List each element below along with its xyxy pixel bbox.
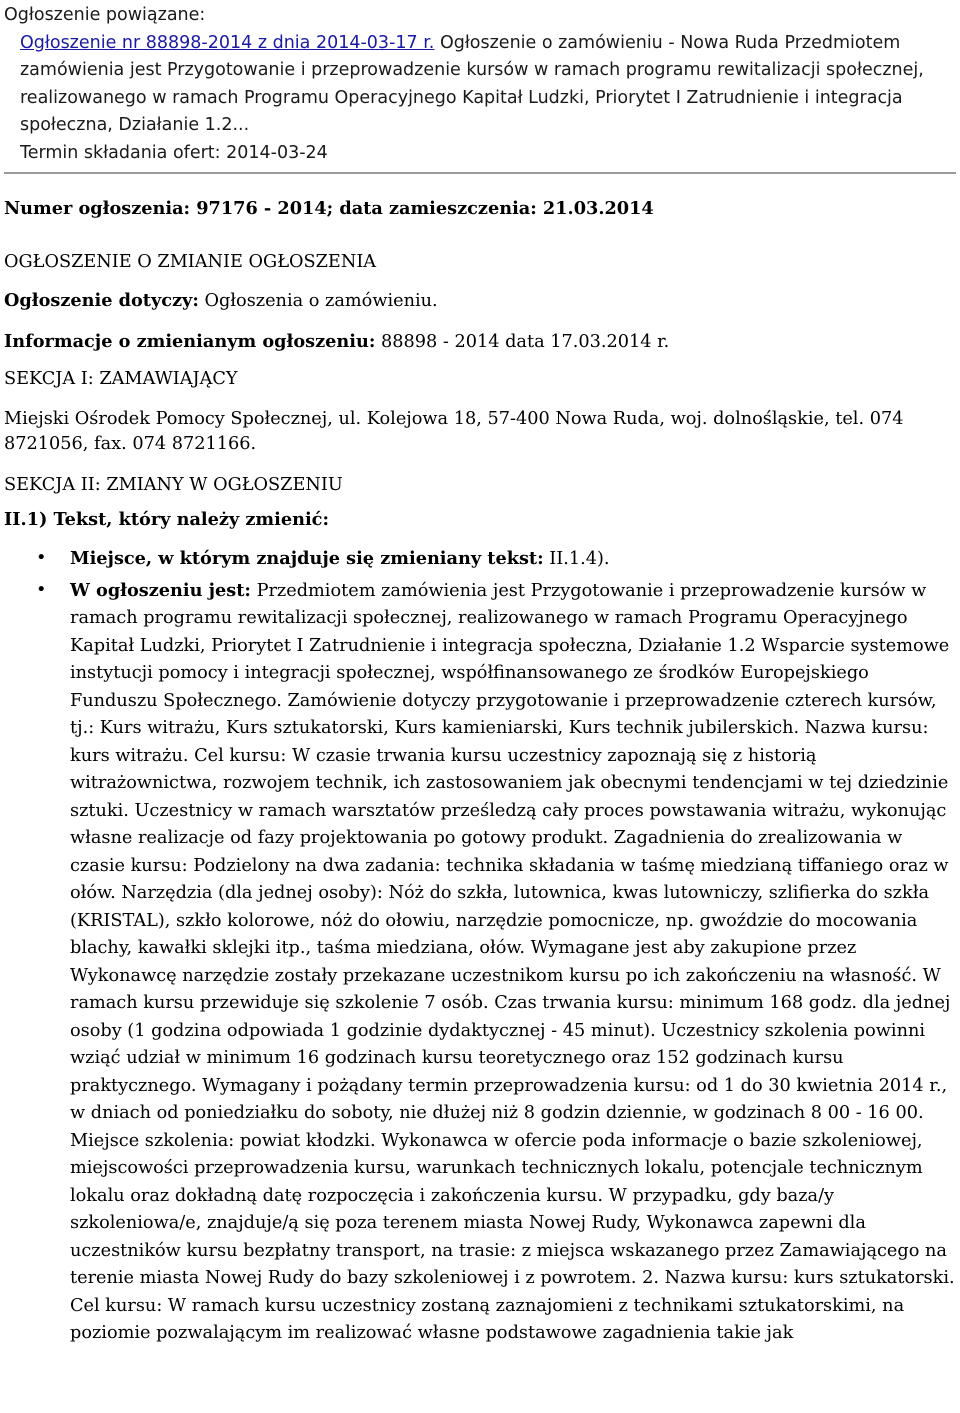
announcement-body [4, 196, 956, 1348]
section-2-heading: SEKCJA II: ZMIANY W OGŁOSZENIU [4, 475, 343, 495]
changes-list [4, 545, 956, 1348]
bullet-icon: • [36, 548, 47, 568]
changed-announcement-info [4, 329, 956, 355]
changed-value: 88898 - 2014 data 17.03.2014 r. [375, 332, 670, 352]
related-announcement [4, 2, 956, 167]
related-announcement-link[interactable]: Ogłoszenie nr 88898-2014 z dnia 2014-03-17 r. [20, 32, 435, 53]
bullet-icon: • [36, 579, 47, 600]
section-1-heading: SEKCJA I: ZAMAWIAJĄCY [4, 369, 238, 389]
place-value: II.1.4). [543, 549, 610, 569]
related-description: Przedmiotem zamówienia jest Przygotowanie i przeprowadzenie kursów w ramach programu rewitalizacji społecznej, realizowanego w ramach Programu Operacyjnego Kapitał Ludzki, Priorytet I Zatrudnienie i integracja społeczna, Działanie 1.2... [20, 32, 924, 135]
announcement-regards [4, 288, 956, 314]
regards-value: Ogłoszenia o zamówieniu. [198, 291, 438, 311]
related-title: Ogłoszenie o zamówieniu - Nowa Ruda [434, 32, 779, 53]
announcement-number-line: Numer ogłoszenia: 97176 - 2014; data zamieszczenia: 21.03.2014 [4, 198, 654, 219]
regards-label: Ogłoszenie dotyczy: [4, 290, 199, 311]
related-heading: Ogłoszenie powiązane: [4, 5, 206, 25]
subsection-heading: II.1) Tekst, który należy zmienić: [4, 509, 329, 530]
current-text-label: W ogłoszeniu jest: [70, 579, 251, 601]
horizontal-divider [4, 172, 956, 174]
related-deadline: Termin składania ofert: 2014-03-24 [20, 142, 328, 163]
list-item [4, 577, 956, 1348]
contracting-authority: Miejski Ośrodek Pomocy Społecznej, ul. Kolejowa 18, 57-400 Nowa Ruda, woj. dolnośląskie, tel. 074 8721056, fax. 074 8721166. [4, 409, 904, 454]
current-text: Przedmiotem zamówienia jest Przygotowanie i przeprowadzenie kursów w ramach programu rewitalizacji społecznej, realizowanego w ramach Programu Operacyjnego Kapitał Ludzki, Priorytet I Zatrudnienie i integracja społeczna, Działanie 1.2 Wsparcie systemowe instytucji pomocy i integracji społecznej, współfinansowanego ze środków Europejskiego Funduszu Społecznego. Zamówienie dotyczy przygotowanie i przeprowadzenie czterech kursów, tj.: Kurs witrażu, Kurs sztukatorski, Kurs kamieniarski, Kurs technik jubilerskich. Nazwa kursu: kurs witrażu. Cel kursu: W czasie trwania kursu uczestnicy zapoznają się z historią witrażownictwa, rozwojem technik, ich zastosowaniem jak obecnymi tendencjami w tej dziedzinie sztuki. Uczestnicy w ramach warsztatów prześledzą cały proces powstawania witrażu, wykonując własne realizacje od fazy projektowania po gotowy produkt. Zagadnienia do zrealizowania w czasie kursu: Podzielony na dwa zadania: technika składania w taśmę miedzianą tiffaniego oraz w ołów. Narzędzia (dla jednej osoby): Nóż do szkła, lutownica, kwas lutowniczy, szlifierka do szkła (KRISTAL), szkło kolorowe, nóż do ołowiu, narzędzie pomocnicze, np. gwoździe do mocowania blachy, kawałki sklejki itp., taśma miedziana, ołów. Wymagane jest aby zakupione przez Wykonawcę narzędzie zostały przekazane uczestnikom kursu po ich zakończeniu na własność. W ramach kursu przewiduje się szkolenie 7 osób. Czas trwania kursu: minimum 168 godz. dla jednej osoby (1 godzina odpowiada 1 godzinie dydaktycznej - 45 minut). Uczestnicy szkolenia powinni wziąć udział w minimum 16 godzinach kursu teoretycznego oraz 152 godzinach kursu praktycznego. Wymagany i pożądany termin przeprowadzenia kursu: od 1 do 30 kwietnia 2014 r., w dniach od poniedziałku do soboty, nie dłużej niż 8 godzin dziennie, w godzinach 8 00 - 16 00. Miejsce szkolenia: powiat kłodzki. Wykonawca w ofercie poda informacje o bazie szkoleniowej, miejscowości przeprowadzenia kursu, warunkach technicznych lokalu, potencjale technicznym lokalu oraz dokładną datę rozpoczęcia i zakończenia kursu. W przypadku, gdy baza/y szkoleniowa/e, znajduje/ą się poza terenem miasta Nowej Rudy, Wykonawca zapewni dla uczestników kursu bezpłatny transport, na trasie: z miejsca wskazanego przez Zamawiającego na terenie miasta Nowej Rudy do bazy szkoleniowej i z powrotem. 2. Nazwa kursu: kurs sztukatorski. Cel kursu: W ramach kursu uczestnicy zostaną zaznajomieni z technikami sztukatorskimi, na poziomie pozwalającym im realizować własne podstawowe zagadnienia takie jak [70, 580, 955, 1343]
changed-label: Informacje o zmienianym ogłoszeniu: [4, 331, 376, 352]
related-entry [4, 30, 956, 140]
place-label: Miejsce, w którym znajduje się zmieniany tekst: [70, 548, 544, 569]
list-item [4, 545, 956, 574]
announcement-type: OGŁOSZENIE O ZMIANIE OGŁOSZENIA [4, 252, 377, 272]
